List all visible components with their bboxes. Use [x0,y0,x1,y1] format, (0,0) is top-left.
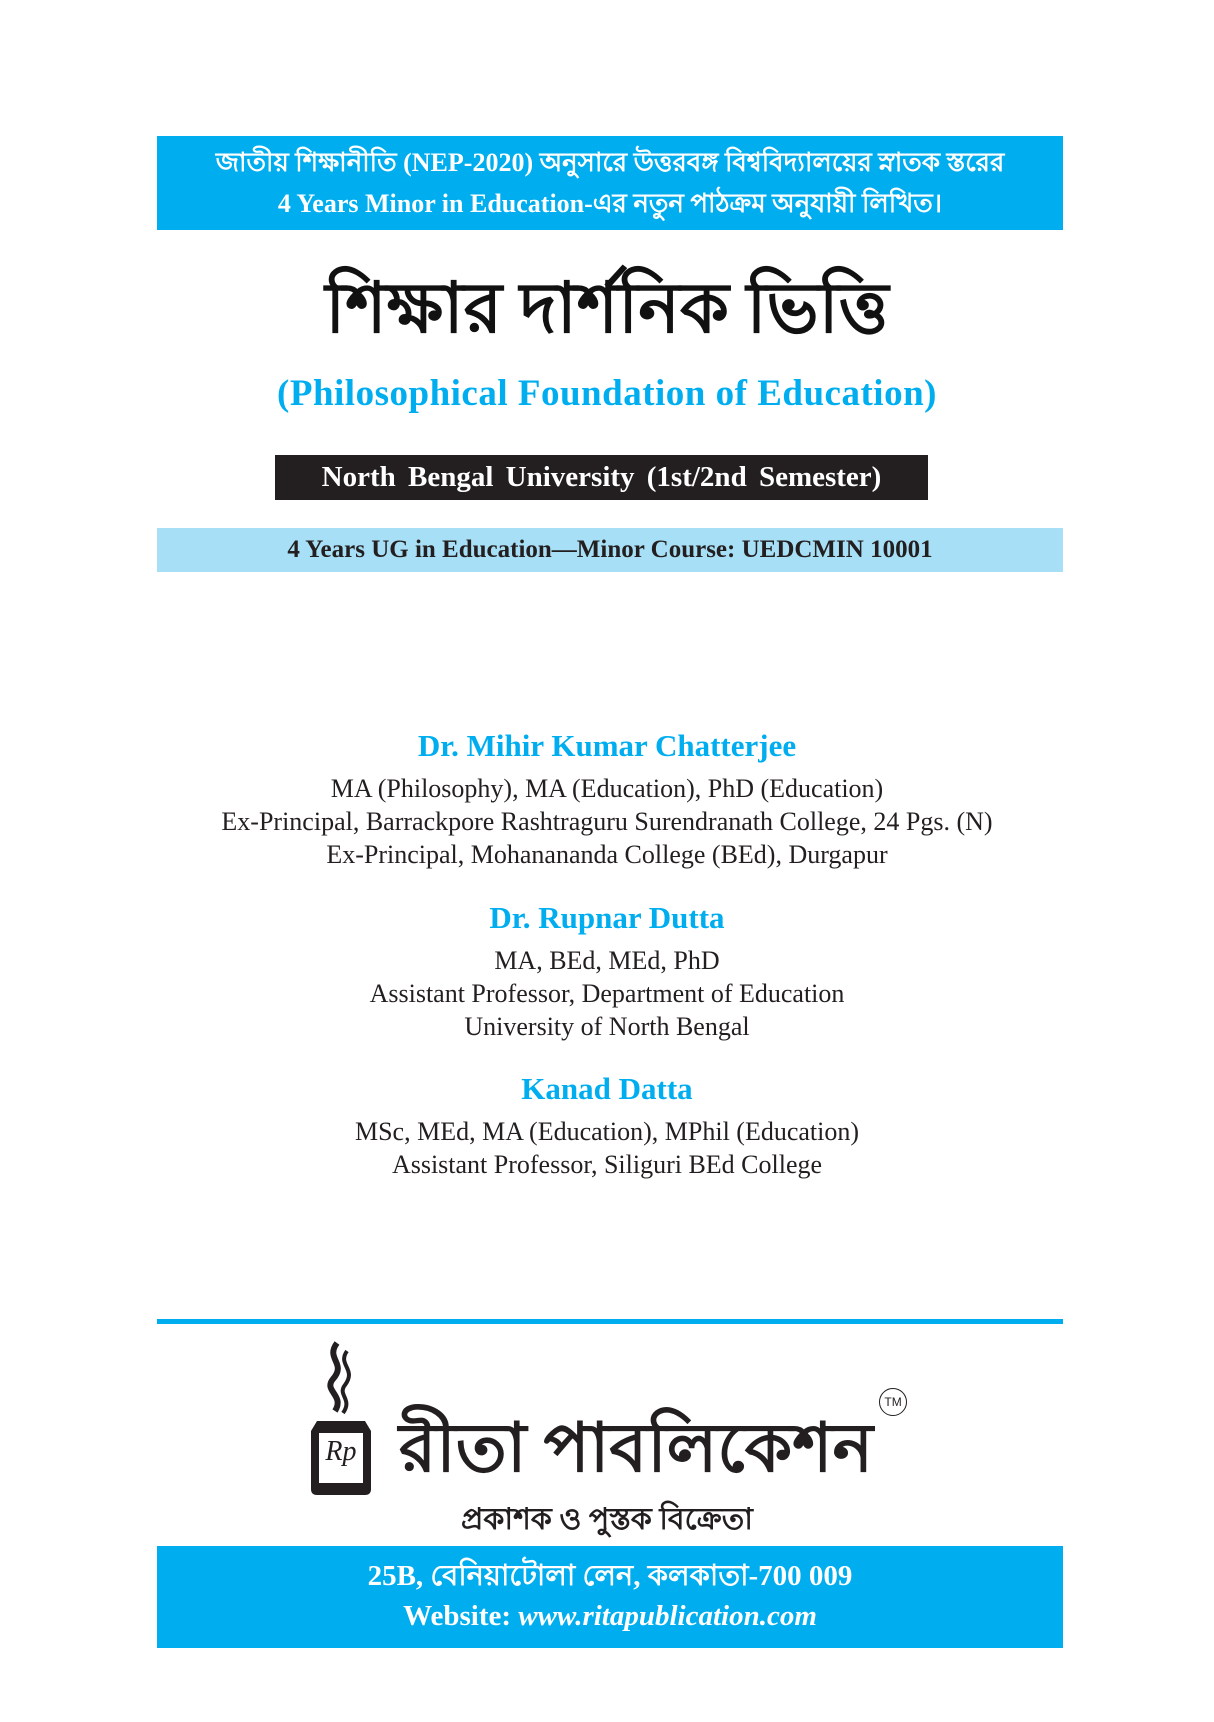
trademark-symbol: TM [879,1388,907,1416]
author-detail: University of North Bengal [464,1012,750,1041]
author-name: Dr. Mihir Kumar Chatterjee [417,728,797,763]
publisher-address: 25B, বেনিয়াটোলা লেন, কলকাতা-700 009 [367,1560,853,1592]
publisher-logo-row [0,1338,1214,1496]
banner-line-1: জাতীয় শিক্ষানীতি (NEP-2020) অনুসারে উত্তরবঙ্গ বিশ্ববিদ্যালয়ের স্নাতক স্তরের [215,148,1005,177]
author-name: Dr. Rupnar Dutta [489,900,725,935]
author-detail: Assistant Professor, Department of Education [369,979,845,1008]
author-1 [0,728,1214,871]
top-banner [157,136,1063,230]
author-2 [0,900,1214,1043]
author-detail: MA (Philosophy), MA (Education), PhD (Education) [330,774,884,803]
website-label: Website: [403,1600,512,1632]
course-banner: 4 Years UG in Education—Minor Course: UEDCMIN 10001 [157,528,1063,572]
divider-rule [157,1319,1063,1324]
publisher-tagline: প্রকাশক ও পুস্তক বিক্রেতা [461,1503,753,1536]
author-detail: Ex-Principal, Barrackpore Rashtraguru Surendranath College, 24 Pgs. (N) [221,807,993,836]
author-detail: MA, BEd, MEd, PhD [494,946,720,975]
publisher-name: রীতা পাবলিকেশন [398,1410,874,1486]
author-detail: Ex-Principal, Mohanananda College (BEd), Durgapur [326,840,888,869]
book-subtitle: (Philosophical Foundation of Education) [277,373,937,414]
logo-monogram: Rp [325,1436,357,1467]
author-3 [0,1071,1214,1181]
author-detail: MSc, MEd, MA (Education), MPhil (Education) [354,1117,860,1146]
website-link[interactable]: www.ritapublication.com [518,1600,817,1632]
author-name: Kanad Datta [521,1071,693,1106]
university-badge: North Bengal University (1st/2nd Semester) [275,455,928,500]
publisher-contact-banner [157,1546,1063,1648]
publisher-logo-icon [307,1341,377,1496]
book-title: শিক্ষার দার্শনিক ভিত্তি [325,271,889,348]
banner-line-2: 4 Years Minor in Education-এর নতুন পাঠক্রম অনুযায়ী লিখিত। [277,189,943,218]
author-detail: Assistant Professor, Siliguri BEd College [391,1150,823,1179]
